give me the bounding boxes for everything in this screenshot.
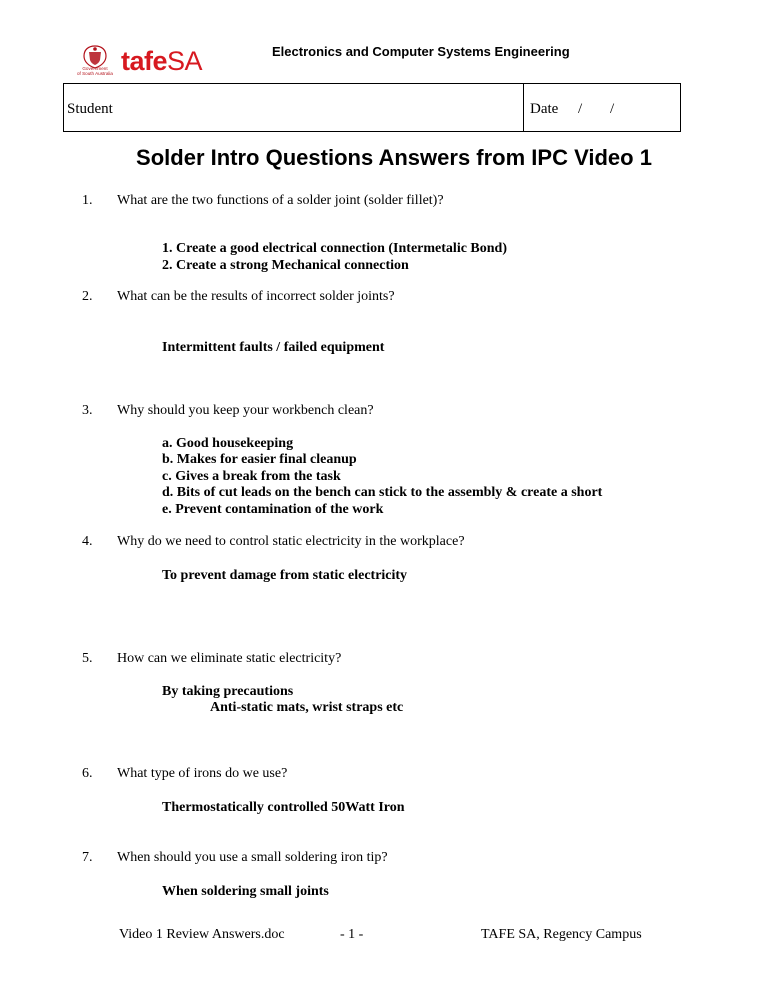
crest-text-line1: Government	[82, 66, 108, 71]
question-7	[82, 849, 388, 866]
question-2	[82, 288, 395, 305]
answer-line: By taking precautions	[162, 684, 294, 699]
question-text: What type of irons do we use?	[117, 766, 288, 781]
answer-line: c. Gives a break from the task	[162, 469, 341, 484]
question-number: 4.	[82, 534, 93, 549]
brand-sa-text: SA	[167, 46, 203, 76]
question-3	[82, 402, 374, 419]
answer-line: b. Makes for easier final cleanup	[162, 452, 357, 467]
date-separator: /	[610, 101, 615, 117]
answer-line: 2. Create a strong Mechanical connection	[162, 258, 409, 273]
box-divider	[523, 83, 524, 132]
student-date-box	[63, 83, 681, 132]
crest-text-line2: of South Australia	[76, 71, 113, 76]
document-title: Solder Intro Questions Answers from IPC Video 1	[136, 145, 652, 170]
question-4	[82, 533, 465, 550]
answer-line: Thermostatically controlled 50Watt Iron	[162, 800, 405, 815]
question-number: 5.	[82, 651, 93, 666]
answer-line: Intermittent faults / failed equipment	[162, 340, 385, 355]
question-number: 2.	[82, 289, 93, 304]
question-number: 6.	[82, 766, 93, 781]
header-title: Electronics and Computer Systems Engineering	[272, 44, 570, 59]
date-label: Date	[530, 101, 559, 117]
question-1	[82, 192, 444, 209]
answer-line: d. Bits of cut leads on the bench can stick to the assembly & create a short	[162, 485, 603, 500]
question-text: Why should you keep your workbench clean?	[117, 403, 374, 418]
answer-line: 1. Create a good electrical connection (Intermetalic Bond)	[162, 241, 507, 256]
date-separator: /	[578, 101, 583, 117]
footer-page-number: - 1 -	[340, 927, 364, 942]
footer-campus: TAFE SA, Regency Campus	[481, 927, 642, 942]
question-number: 7.	[82, 850, 93, 865]
question-text: How can we eliminate static electricity?	[117, 651, 342, 666]
question-number: 3.	[82, 403, 93, 418]
footer-filename: Video 1 Review Answers.doc	[119, 927, 285, 942]
question-5	[82, 650, 341, 667]
answer-line: a. Good housekeeping	[162, 436, 294, 451]
question-text: When should you use a small soldering iron tip?	[117, 850, 388, 865]
question-text: What can be the results of incorrect solder joints?	[117, 289, 395, 304]
question-text: Why do we need to control static electricity in the workplace?	[117, 534, 465, 549]
answer-line: Anti-static mats, wrist straps etc	[210, 700, 404, 715]
question-number: 1.	[82, 193, 93, 208]
question-6	[82, 765, 287, 782]
student-label: Student	[67, 101, 113, 117]
answer-line: To prevent damage from static electricity	[162, 568, 408, 583]
answer-line: e. Prevent contamination of the work	[162, 502, 384, 517]
question-text: What are the two functions of a solder joint (solder fillet)?	[117, 193, 444, 208]
tafesa-logo	[121, 46, 202, 76]
answer-line: When soldering small joints	[162, 884, 329, 899]
brand-main-text: tafe	[121, 46, 168, 76]
